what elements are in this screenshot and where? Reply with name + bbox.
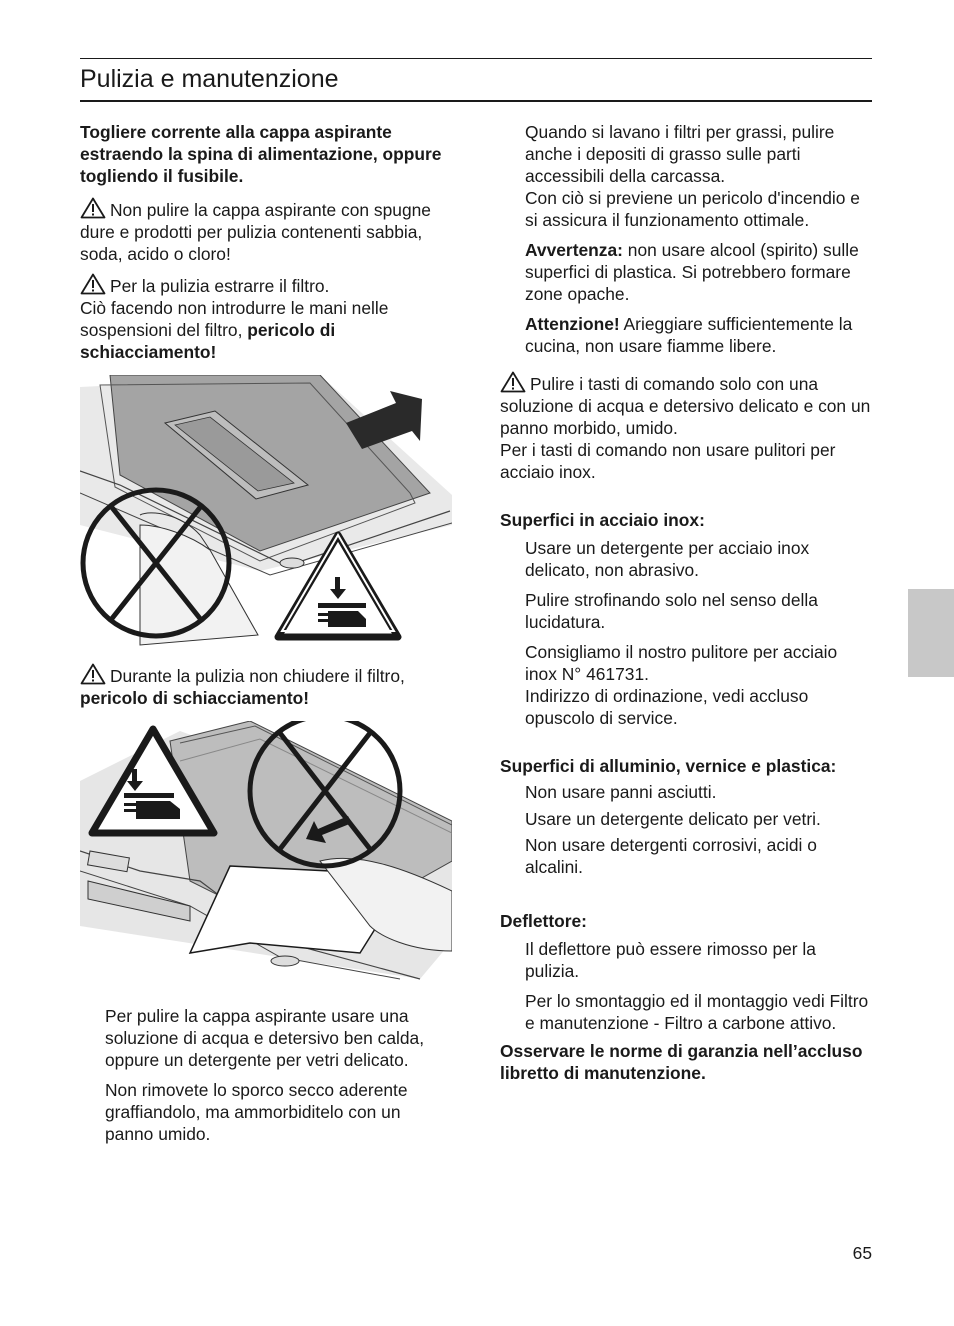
ventilation-warning-label: Attenzione! <box>525 314 620 334</box>
header-rule-top <box>80 58 872 59</box>
aluminium-item-2: Usare un detergente delicato per vetri. <box>525 809 821 829</box>
aluminium-item-1: Non usare panni asciutti. <box>525 782 717 802</box>
stainless-item-3-line1: Consigliamo il nostro pulitore per acciaio inox N° 461731. <box>525 642 838 684</box>
header-rule-bottom <box>80 100 872 102</box>
control-buttons-warning <box>500 371 872 483</box>
warning-cleaning-products <box>80 197 452 265</box>
stainless-item-3-line2: Indirizzo di ordinazione, vedi accluso opuscolo di service. <box>525 686 809 728</box>
warning-triangle-icon <box>80 273 106 295</box>
push-arrow-icon <box>346 391 422 449</box>
control-buttons-line2: Per i tasti di comando non usare pulitori per acciaio inox. <box>500 440 836 482</box>
page-title: Pulizia e manutenzione <box>80 65 339 93</box>
remove-filter-line2: Ciò facendo non introdurre le mani nelle sospensioni del filtro, <box>80 298 389 340</box>
left-column <box>80 121 452 1153</box>
warning-do-not-close-filter <box>80 663 452 709</box>
grease-filter-note <box>500 121 872 231</box>
cleaning-solution-instruction: Per pulire la cappa aspirante usare una soluzione di acqua e detersivo ben calda, oppure un detergente per vetri delicato. <box>105 1006 425 1070</box>
warning-triangle-icon <box>500 371 526 393</box>
stainless-item-2: Pulire strofinando solo nel senso della lucidatura. <box>525 590 818 632</box>
filter-removal-illustration <box>80 375 452 651</box>
crush-hazard-text: pericolo di schiacciamento! <box>80 688 310 708</box>
control-buttons-line1: Pulire i tasti di comando solo con una soluzione di acqua e detersivo delicato e con un panno morbido, umido. <box>500 374 871 438</box>
remove-filter-line1: Per la pulizia estrarre il filtro. <box>110 276 330 296</box>
alcohol-warning-label: Avvertenza: <box>525 240 623 260</box>
do-not-close-text: Durante la pulizia non chiudere il filtro, <box>110 666 405 686</box>
ventilation-warning <box>500 313 872 357</box>
deflector-item-1: Il deflettore può essere rimosso per la pulizia. <box>525 939 816 981</box>
warning-remove-filter <box>80 273 452 363</box>
warning-cleaning-text: Non pulire la cappa aspirante con spugne dure e prodotti per pulizia contenenti sabbia, soda, acido o cloro! <box>80 200 431 264</box>
right-column <box>500 121 872 1092</box>
dried-dirt-instruction: Non rimovete lo sporco secco aderente graffiandolo, ma ammorbiditelo con un panno umido. <box>105 1080 408 1144</box>
filter-cleaning-illustration <box>80 721 452 981</box>
alcohol-warning <box>500 239 872 305</box>
section-heading-stainless: Superfici in acciaio inox: <box>500 510 705 530</box>
alcohol-warning-text: non usare alcool (spirito) sulle superfici di plastica. Si potrebbero formare zone opache. <box>525 240 859 304</box>
grease-filter-line2: Con ciò si previene un pericolo d'incendio e si assicura il funzionamento ottimale. <box>525 188 860 230</box>
warning-triangle-icon <box>80 197 106 219</box>
stainless-item-1: Usare un detergente per acciaio inox delicato, non abrasivo. <box>525 538 810 580</box>
grease-filter-line1: Quando si lavano i filtri per grassi, pulire anche i depositi di grasso sulle parti accessibili della carcassa. <box>525 122 835 186</box>
deflector-item-2: Per lo smontaggio ed il montaggio vedi Filtro e manutenzione - Filtro a carbone attivo. <box>525 991 869 1033</box>
chapter-side-tab <box>908 589 954 677</box>
power-off-instruction: Togliere corrente alla cappa aspirante estraendo la spina di alimentazione, oppure togliendo il fusibile. <box>80 122 442 186</box>
stainless-item-3 <box>500 641 872 729</box>
ventilation-warning-text: Arieggiare sufficientemente la cucina, non usare fiamme libere. <box>525 314 853 356</box>
aluminium-item-3: Non usare detergenti corrosivi, acidi o alcalini. <box>525 835 817 877</box>
warranty-note: Osservare le norme di garanzia nell’accluso libretto di manutenzione. <box>500 1041 863 1083</box>
crush-hazard-text: pericolo di schiacciamento! <box>80 320 336 362</box>
page-number: 65 <box>852 1243 872 1263</box>
section-heading-deflector: Deflettore: <box>500 911 587 931</box>
section-heading-aluminium: Superfici di alluminio, vernice e plastica: <box>500 756 837 776</box>
warning-triangle-icon <box>80 663 106 685</box>
